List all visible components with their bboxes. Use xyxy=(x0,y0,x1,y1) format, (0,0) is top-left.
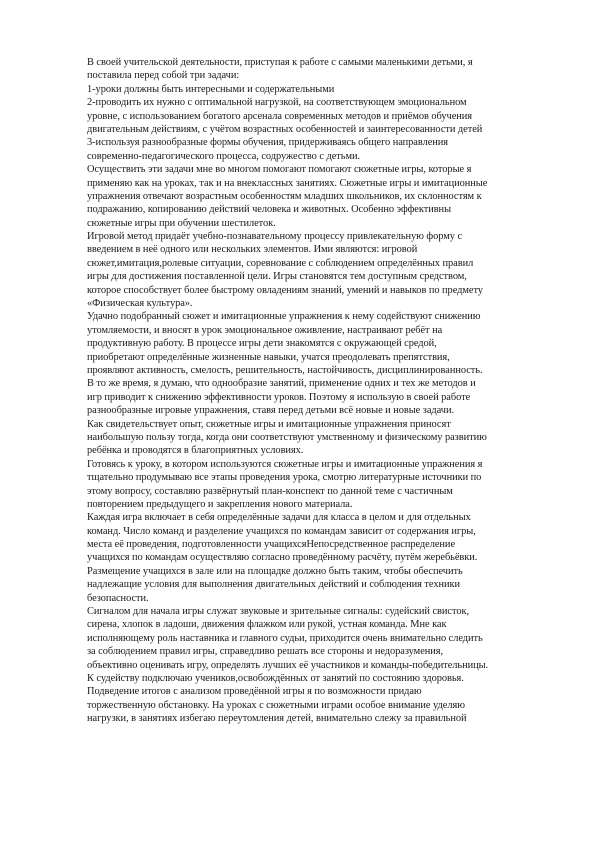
text-line: исполняющему роль наставника и главного судьи, приходится очень внимательно следить xyxy=(87,632,483,644)
text-line: торжественную обстановку. На уроках с сюжетными играми особое внимание уделяю xyxy=(87,699,465,711)
text-line: за соблюдением правил игры, справедливо решать все стороны и недоразумения, xyxy=(87,646,444,658)
text-line: приобретают определённые жизненные навыки, учатся преодолевать препятствия, xyxy=(87,351,450,363)
text-line: которое способствует более быстрому овладениям знаний, умений и навыков по предмету xyxy=(87,284,483,296)
text-line: двигательным действиям, с учётом возрастных особенностей и заинтересованности детей xyxy=(87,123,483,135)
text-line: этому вопросу, составляю развёрнутый план-конспект по данной теме с частичным xyxy=(87,485,453,497)
text-line: сюжетные игры при обучении шестилеток. xyxy=(87,217,276,229)
text-line: 3-используя разнообразные формы обучения, придерживаясь общего направления xyxy=(87,137,449,149)
text-line: безопасности. xyxy=(87,592,149,604)
text-line: Удачно подобранный сюжет и имитационные упражнения к нему содействуют снижению xyxy=(87,311,481,323)
text-line: В своей учительской деятельности, приступая к работе с самыми маленькими детьми, я xyxy=(87,57,473,68)
text-line: К судейству подключаю учеников,освобождённых от занятий по состоянию здоровья. xyxy=(87,672,464,684)
text-line: Как свидетельствует опыт, сюжетные игры и имитационные упражнения приносят xyxy=(87,418,451,430)
text-line: применяю как на уроках, так и на внеклассных занятиях. Сюжетные игры и имитационные xyxy=(87,177,488,189)
text-line: сирена, хлопок в ладоши, движения флажком или рукой, устная команда. Мне как xyxy=(87,619,447,631)
text-line: нагрузки, в занятиях избегаю переутомления детей, внимательно слежу за правильной xyxy=(87,713,467,725)
text-line: игры для достижения поставленной цели. Игры становятся тем доступным средством, xyxy=(87,271,467,283)
text-line: места её проведения, подготовленности учащихсяНепосредственное распределение xyxy=(87,539,456,551)
text-line: Игровой метод придаёт учебно-познавательному процессу привлекательную форму с xyxy=(87,231,463,243)
text-line: повторением предыдущего и закрепления нового материала. xyxy=(87,498,353,510)
text-line: объективно оценивать игру, определять лучших её участников и команды-победительницы. xyxy=(87,659,489,671)
text-line: Каждая игра включает в себя определённые задачи для класса в целом и для отдельных xyxy=(87,512,471,524)
text-line: учащихся по командам осуществляю согласно проведённому расчёту, путём жеребьёвки. xyxy=(87,552,478,564)
text-line: современно-педагогического процесса, содружество с детьми. xyxy=(87,150,361,162)
text-line: 1-уроки должны быть интересными и содержательными xyxy=(87,83,335,95)
text-line: подражанию, копированию действий человека и животных. Особенно эффективны xyxy=(87,204,451,216)
text-line: продуктивную работу. В процессе игры дети знакомятся с окружающей средой, xyxy=(87,338,437,350)
text-line: утомляемости, и вносят в урок эмоциональное оживление, настраивают ребёт на xyxy=(87,324,443,336)
text-line: уровне, с использованием богатого арсенала современных методов и приёмов обучения xyxy=(87,110,473,122)
text-line: Размещение учащихся в зале или на площадке должно быть таким, чтобы обеспечить xyxy=(87,565,463,577)
text-line: сюжет,имитация,ролевые ситуации, соревнование с соблюдением определённых правил xyxy=(87,257,474,269)
text-line: разнообразные игровые упражнения, ставя перед детьми всё новые и новые задачи. xyxy=(87,405,455,417)
text-line: Сигналом для начала игры служат звуковые и зрительные сигналы: судейский свисток, xyxy=(87,606,470,618)
document-body xyxy=(87,56,547,726)
text-line: введением в неё одного или нескольких элементов. Ими являются: игровой xyxy=(87,244,418,256)
text-line: наибольшую пользу тогда, когда они соответствуют умственному и физическому развитию xyxy=(87,431,487,443)
text-line: игр приводит к снижению эффективности уроков. Поэтому я использую в своей работе xyxy=(87,391,471,403)
text-line: тщательно продумываю все этапы проведения урока, смотрю литературные источники по xyxy=(87,472,482,484)
text-line: надлежащие условия для выполнения двигательных действий и соблюдения техники xyxy=(87,579,461,591)
text-line: Готовясь к уроку, в котором используются сюжетные игры и имитационные упражнения я xyxy=(87,458,483,470)
text-line: ребёнка и проводятся в благоприятных условиях. xyxy=(87,445,304,457)
text-line: упражнения отвечают возрастным особенностям младших школьников, их склонностям к xyxy=(87,190,482,202)
text-line: В то же время, я думаю, что однообразие занятий, применение одних и тех же методов и xyxy=(87,378,476,390)
text-line: 2-проводить их нужно с оптимальной нагрузкой, на соответствующем эмоциональном xyxy=(87,97,467,109)
text-line: проявляют активность, смелость, решительность, настойчивость, дисциплинированность. xyxy=(87,364,483,376)
text-line: команд. Число команд и разделение учащихся по командам зависит от содержания игры, xyxy=(87,525,476,537)
text-line: Подведение итогов с анализом проведённой игры я по возможности придаю xyxy=(87,686,422,698)
text-line: Осуществить эти задачи мне во многом помогают помогают сюжетные игры, которые я xyxy=(87,164,472,176)
text-line: «Физическая культура». xyxy=(87,298,193,310)
text-line: поставила перед собой три задачи: xyxy=(87,70,240,82)
